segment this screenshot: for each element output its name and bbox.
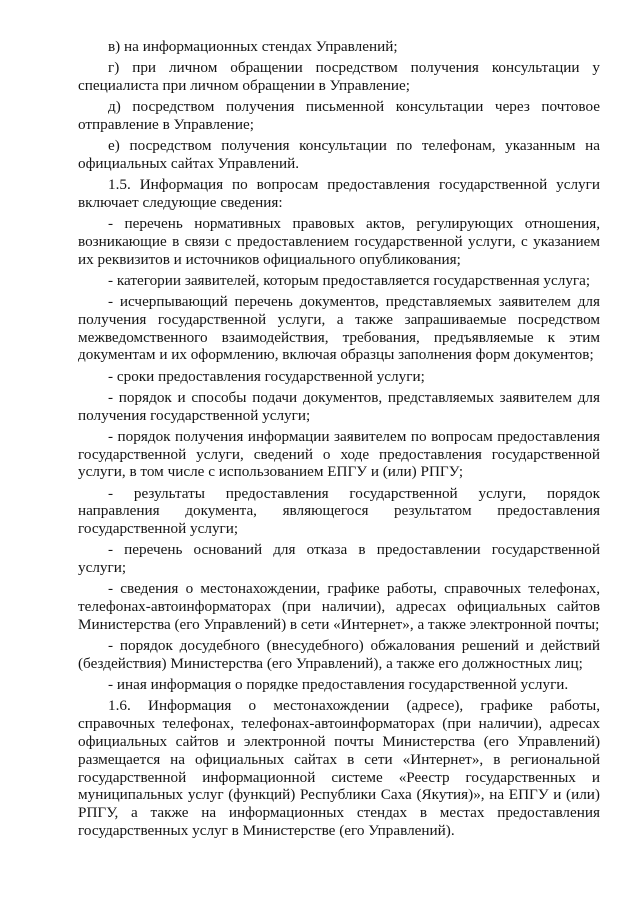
list-item-refusal-grounds: - перечень оснований для отказа в предоставлении государственной услуги; — [78, 541, 600, 577]
list-item-other-information: - иная информация о порядке предоставления государственной услуги. — [108, 676, 569, 694]
list-item-service-results: - результаты предоставления государственной услуги, порядок направления документа, являющегося результатом предоставления государственной услуги; — [78, 484, 600, 538]
list-item-applicant-categories: - категории заявителей, которым предоставляется государственная услуга; — [108, 271, 591, 289]
list-item-location-contacts: - сведения о местонахождении, графике работы, справочных телефонах, телефонах-автоинформаторах (при наличии), адресах официальных сайтов Министерства (его Управлений) в сети «Интернет», а также электронной почты; — [78, 580, 600, 633]
paragraph-item-g: г) при личном обращении посредством получения консультации у специалиста при личном обращении в Управление; — [78, 59, 600, 94]
paragraph-item-e: е) посредством получения консультации по телефонам, указанным на официальных сайтах Управлений. — [78, 137, 600, 172]
list-item-service-terms: - сроки предоставления государственной услуги; — [108, 367, 425, 385]
paragraph-section-1-5: 1.5. Информация по вопросам предоставления государственной услуги включает следующие сведения: — [78, 176, 600, 211]
list-item-information-procedure: - порядок получения информации заявителем по вопросам предоставления государственной услуги, сведений о ходе предоставления государственной услуги, в том числе с использованием ЕПГУ и (или) РПГУ; — [78, 427, 600, 481]
document-page — [78, 38, 600, 843]
list-item-appeal-procedure: - порядок досудебного (внесудебного) обжалования решений и действий (бездействия) Министерства (его Управлений), а также его должностных лиц; — [78, 637, 600, 672]
paragraph-section-1-6: 1.6. Информация о местонахождении (адресе), графике работы, справочных телефонах, телефонах-автоинформаторах (при наличии), адресах официальных сайтов и электронной почты Министерства (его Управлений) размещается на официальных сайтах в сети «Интернет», в региональной государственной информационной системе «Реестр государственных и муниципальных услуг (функций) Республики Саха (Якутия)», на ЕПГУ и (или) РПГУ, а также на информационных стендах в местах предоставления государственных услуг в Министерстве (его Управлений). — [78, 697, 600, 839]
list-item-legal-acts: - перечень нормативных правовых актов, регулирующих отношения, возникающие в связи с предоставлением государственной услуги, с указанием их реквизитов и источников официального опубликования; — [78, 215, 600, 268]
paragraph-item-d: д) посредством получения письменной консультации через почтовое отправление в Управление; — [78, 98, 600, 133]
list-item-submission-methods: - порядок и способы подачи документов, представляемых заявителем для получения государственной услуги; — [78, 388, 600, 424]
paragraph-item-v: в) на информационных стендах Управлений; — [108, 38, 398, 55]
list-item-documents-list: - исчерпывающий перечень документов, представляемых заявителем для получения государственной услуги, а также запрашиваемые посредством межведомственного взаимодействия, требования, предъявляемые к этим документам и их оформлению, включая образцы заполнения форм документов; — [78, 293, 600, 364]
